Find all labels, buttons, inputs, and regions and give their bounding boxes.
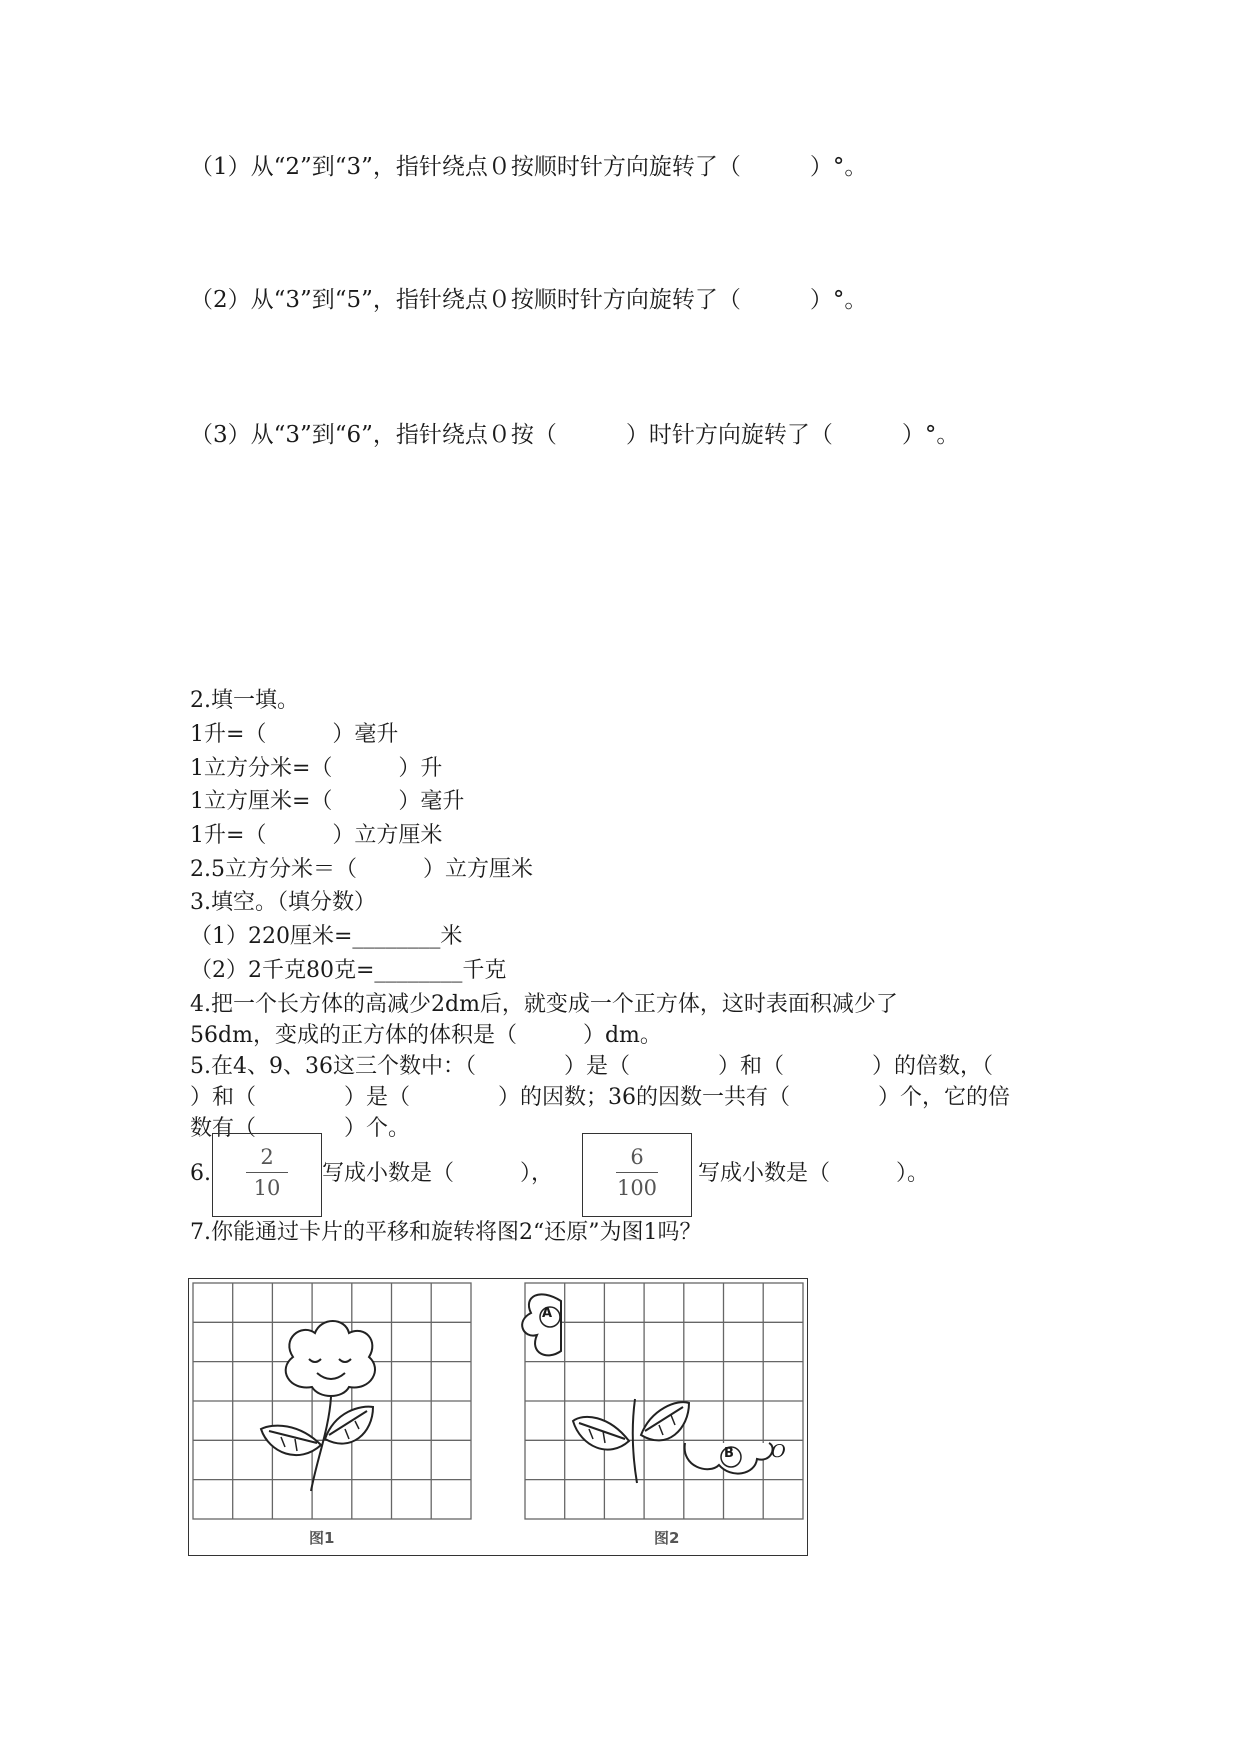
q1-line-3: （3）从“3”到“6”，指针绕点０按（ ）时针方向旋转了（ ）°。 <box>190 422 960 448</box>
flower-drawing <box>261 1321 375 1491</box>
figure-2-caption: 图2 <box>654 1529 680 1547</box>
grid-1 <box>193 1283 471 1519</box>
q2-item: 2.5立方分米＝（ ）立方厘米 <box>190 857 533 882</box>
fraction-1-numerator: 2 <box>260 1145 274 1169</box>
q7-figure <box>188 1278 808 1556</box>
q5-line-2: ）和（ ）是（ ）的因数；36的因数一共有（ ）个，它的倍 <box>190 1085 1010 1110</box>
q7-title: 7.你能通过卡片的平移和旋转将图2“还原”为图1吗？ <box>190 1220 702 1245</box>
q5-line-1: 5.在4、9、36这三个数中：（ ）是（ ）和（ ）的倍数，（ <box>190 1054 993 1079</box>
figure-1-caption: 图1 <box>309 1529 335 1547</box>
label-o: O <box>771 1441 786 1462</box>
q1-line-2: （2）从“3”到“5”，指针绕点０按顺时针方向旋转了（ ）°。 <box>190 287 868 313</box>
q4-line-2: 56dm，变成的正方体的体积是（ ）dm。 <box>190 1023 662 1048</box>
q6-number: 6. <box>190 1161 211 1186</box>
q2-title: 2.填一填。 <box>190 688 299 713</box>
fraction-2-numerator: 6 <box>630 1145 644 1169</box>
q6-text-2: 写成小数是（ ）。 <box>698 1161 930 1186</box>
grid-2 <box>525 1283 803 1519</box>
fraction-1-denominator: 10 <box>253 1176 281 1200</box>
q2-item: 1立方厘米=（ ）毫升 <box>190 789 465 814</box>
grid-figures <box>189 1279 807 1555</box>
q5-line-3: 数有（ ）个。 <box>190 1116 411 1141</box>
q2-item: 1升=（ ）立方厘米 <box>190 823 443 848</box>
stem-leaves-drawing <box>573 1399 689 1483</box>
fraction-2-denominator: 100 <box>616 1176 658 1200</box>
q4-line-1: 4.把一个长方体的高减少2dm后，就变成一个正方体，这时表面积减少了 <box>190 992 898 1017</box>
q3-item-1: （1）220厘米=________米 <box>190 924 463 949</box>
card-a-drawing <box>522 1294 561 1355</box>
q3-title: 3.填空。（填分数） <box>190 890 376 915</box>
label-b: B <box>724 1446 734 1461</box>
fraction-card-1 <box>212 1133 322 1217</box>
q2-item: 1立方分米=（ ）升 <box>190 756 443 781</box>
label-a: A <box>542 1306 553 1321</box>
q6-text-1: 写成小数是（ ）， <box>322 1161 554 1186</box>
fraction-card-2 <box>582 1133 692 1217</box>
q3-item-2: （2）2千克80克=________千克 <box>190 958 507 983</box>
q2-item: 1升=（ ）毫升 <box>190 722 399 747</box>
q1-line-1: （1）从“2”到“3”，指针绕点０按顺时针方向旋转了（ ）°。 <box>190 154 868 180</box>
